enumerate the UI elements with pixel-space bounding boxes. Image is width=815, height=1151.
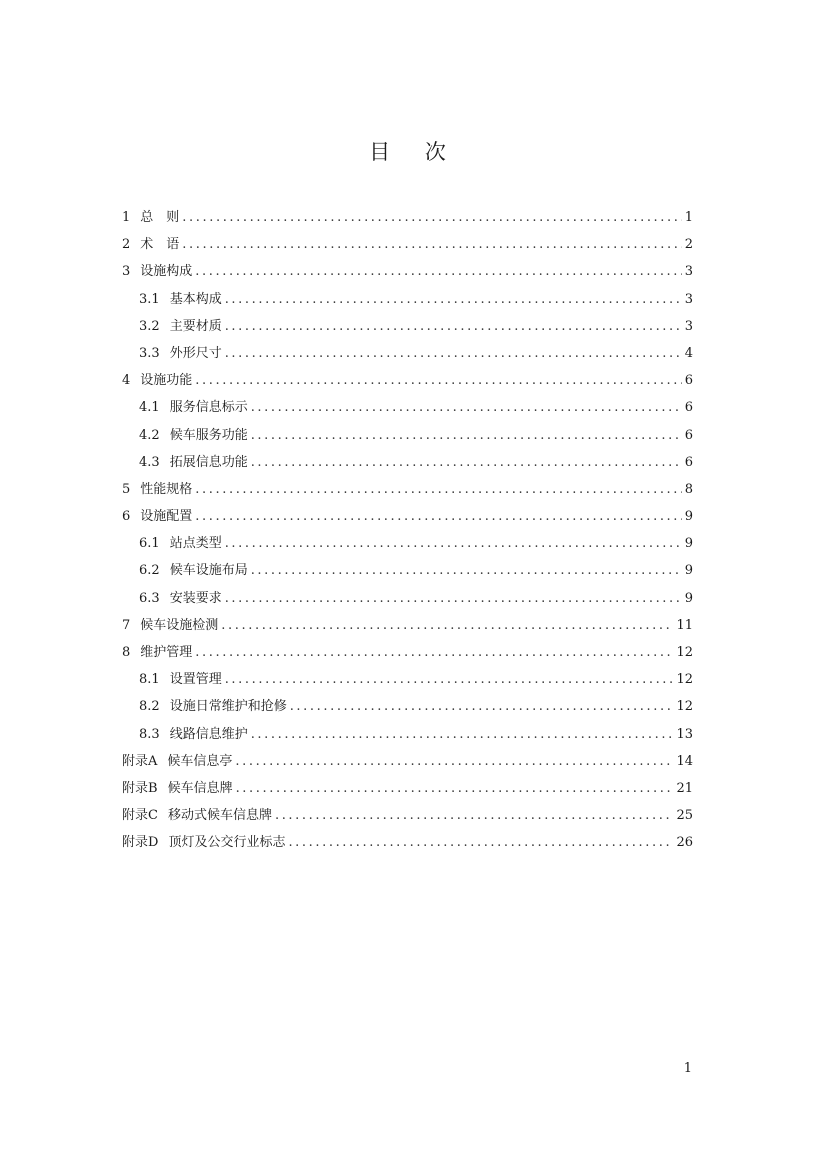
toc-entry[interactable] — [122, 723, 693, 750]
toc-entry-page: 12 — [676, 672, 693, 688]
dot-leader — [236, 781, 674, 796]
toc-entry[interactable] — [122, 831, 693, 858]
toc-entry-number: 2 — [122, 237, 131, 253]
toc-entry-number: 3.3 — [139, 345, 160, 361]
toc-entry[interactable] — [122, 559, 693, 586]
toc-entry-page: 6 — [684, 373, 693, 389]
dot-leader — [251, 400, 682, 415]
toc-entry[interactable] — [122, 587, 693, 614]
toc-entry-title: 性能规格 — [140, 481, 193, 497]
toc-entry[interactable] — [122, 532, 693, 559]
toc-entry-title: 维护管理 — [140, 645, 193, 660]
toc-entry[interactable] — [122, 369, 693, 396]
toc-entry-number: 附录C — [122, 808, 158, 824]
toc-entry-number: 附录A — [122, 753, 158, 769]
toc-entry-number: 7 — [122, 617, 131, 633]
toc-entry-title: 设施构成 — [140, 264, 193, 280]
toc-entry-page: 2 — [684, 237, 693, 253]
toc-entry[interactable] — [122, 695, 693, 722]
toc-entry[interactable] — [122, 750, 693, 777]
toc-entry-page: 12 — [676, 699, 693, 715]
toc-entry-title: 设施功能 — [140, 373, 193, 389]
toc-entry-page: 25 — [676, 808, 693, 824]
toc-entry-title: 站点类型 — [169, 536, 222, 552]
toc-entry[interactable] — [122, 288, 693, 315]
toc-entry-page: 6 — [684, 454, 693, 470]
page-title: 目 次 — [369, 140, 460, 164]
toc-entry-number: 6.2 — [139, 563, 160, 579]
toc-entry-number: 5 — [122, 481, 131, 497]
dot-leader — [182, 237, 681, 252]
toc-entry-page: 6 — [684, 400, 693, 416]
dot-leader — [290, 699, 674, 714]
toc-entry-number: 3.2 — [139, 318, 160, 334]
dot-leader — [235, 754, 673, 769]
dot-leader — [195, 509, 681, 524]
toc-entry-number: 4.3 — [139, 454, 160, 470]
toc-entry[interactable] — [122, 233, 693, 260]
toc-entry-page: 9 — [684, 509, 693, 525]
toc-entry-number: 8.2 — [139, 699, 160, 715]
toc-entry-number: 6.3 — [139, 590, 160, 606]
toc-entry-title: 移动式候车信息牌 — [167, 808, 272, 824]
toc-entry-page: 3 — [684, 264, 693, 280]
toc-entry-title: 设施日常维护和抢修 — [169, 699, 287, 715]
toc-entry[interactable] — [122, 641, 693, 668]
table-of-contents — [122, 206, 693, 859]
toc-entry[interactable] — [122, 505, 693, 532]
dot-leader — [251, 563, 682, 578]
toc-entry-title: 总 则 — [140, 210, 180, 225]
toc-entry-number: 4 — [122, 373, 131, 389]
dot-leader — [225, 292, 682, 307]
dot-leader — [288, 835, 673, 850]
toc-entry-number: 1 — [122, 210, 131, 225]
toc-entry-number: 6 — [122, 509, 131, 525]
toc-entry-page: 26 — [676, 835, 693, 851]
toc-entry[interactable] — [122, 614, 693, 641]
toc-entry-title: 候车服务功能 — [169, 427, 248, 443]
dot-leader — [195, 264, 681, 279]
toc-entry-title: 术 语 — [140, 237, 180, 253]
dot-leader — [251, 428, 682, 443]
toc-entry-title: 拓展信息功能 — [169, 454, 248, 470]
dot-leader — [195, 645, 673, 660]
dot-leader — [225, 672, 674, 687]
dot-leader — [275, 808, 673, 823]
dot-leader — [182, 210, 681, 225]
toc-entry-title: 主要材质 — [169, 318, 222, 334]
toc-entry-title: 候车设施检测 — [140, 617, 219, 633]
toc-entry-number: 4.2 — [139, 427, 160, 443]
toc-entry-title: 候车信息牌 — [167, 780, 233, 796]
toc-entry-title: 安装要求 — [169, 590, 222, 606]
toc-entry[interactable] — [122, 206, 693, 233]
toc-entry-number: 8.3 — [139, 726, 160, 742]
dot-leader — [225, 591, 682, 606]
toc-entry[interactable] — [122, 668, 693, 695]
toc-entry[interactable] — [122, 315, 693, 342]
toc-entry[interactable] — [122, 804, 693, 831]
toc-entry-number: 3 — [122, 264, 131, 280]
dot-leader — [221, 618, 673, 633]
toc-entry-page: 14 — [676, 753, 693, 769]
toc-entry-page: 1 — [684, 210, 693, 225]
toc-entry-number: 6.1 — [139, 536, 160, 552]
toc-entry-title: 服务信息标示 — [169, 400, 248, 416]
toc-entry-number: 4.1 — [139, 400, 160, 416]
toc-entry-page: 21 — [676, 780, 693, 796]
toc-entry[interactable] — [122, 478, 693, 505]
page-number: 1 — [683, 1061, 692, 1076]
toc-entry-title: 候车设施布局 — [169, 563, 248, 579]
toc-entry-page: 3 — [684, 291, 693, 307]
toc-entry[interactable] — [122, 342, 693, 369]
toc-entry-number: 附录D — [122, 835, 159, 851]
dot-leader — [225, 346, 682, 361]
toc-entry-title: 外形尺寸 — [169, 345, 222, 361]
toc-entry[interactable] — [122, 424, 693, 451]
toc-entry-title: 候车信息亭 — [167, 753, 233, 769]
toc-entry-page: 13 — [676, 726, 693, 742]
dot-leader — [195, 373, 681, 388]
dot-leader — [225, 536, 682, 551]
toc-entry-page: 12 — [676, 645, 693, 660]
toc-entry-page: 9 — [684, 536, 693, 552]
toc-entry-number: 3.1 — [139, 291, 160, 307]
toc-entry[interactable] — [122, 260, 693, 287]
toc-entry-title: 基本构成 — [169, 291, 222, 307]
toc-entry-number: 附录B — [122, 780, 158, 796]
toc-entry-title: 线路信息维护 — [169, 726, 248, 742]
toc-entry[interactable] — [122, 396, 693, 423]
dot-leader — [251, 727, 674, 742]
toc-entry-page: 8 — [684, 481, 693, 497]
toc-entry-number: 8.1 — [139, 672, 160, 688]
toc-entry-title: 顶灯及公交行业标志 — [168, 835, 286, 851]
toc-entry-page: 4 — [684, 345, 693, 361]
toc-entry[interactable] — [122, 777, 693, 804]
toc-entry-number: 8 — [122, 645, 131, 660]
toc-entry-title: 设置管理 — [169, 672, 222, 688]
toc-entry-page: 9 — [684, 590, 693, 606]
toc-entry-title: 设施配置 — [140, 509, 193, 525]
dot-leader — [195, 482, 681, 497]
toc-entry-page: 6 — [684, 427, 693, 443]
dot-leader — [251, 455, 682, 470]
toc-entry-page: 3 — [684, 318, 693, 334]
toc-entry-page: 9 — [684, 563, 693, 579]
dot-leader — [225, 319, 682, 334]
toc-entry[interactable] — [122, 451, 693, 478]
toc-entry-page: 11 — [676, 617, 693, 633]
